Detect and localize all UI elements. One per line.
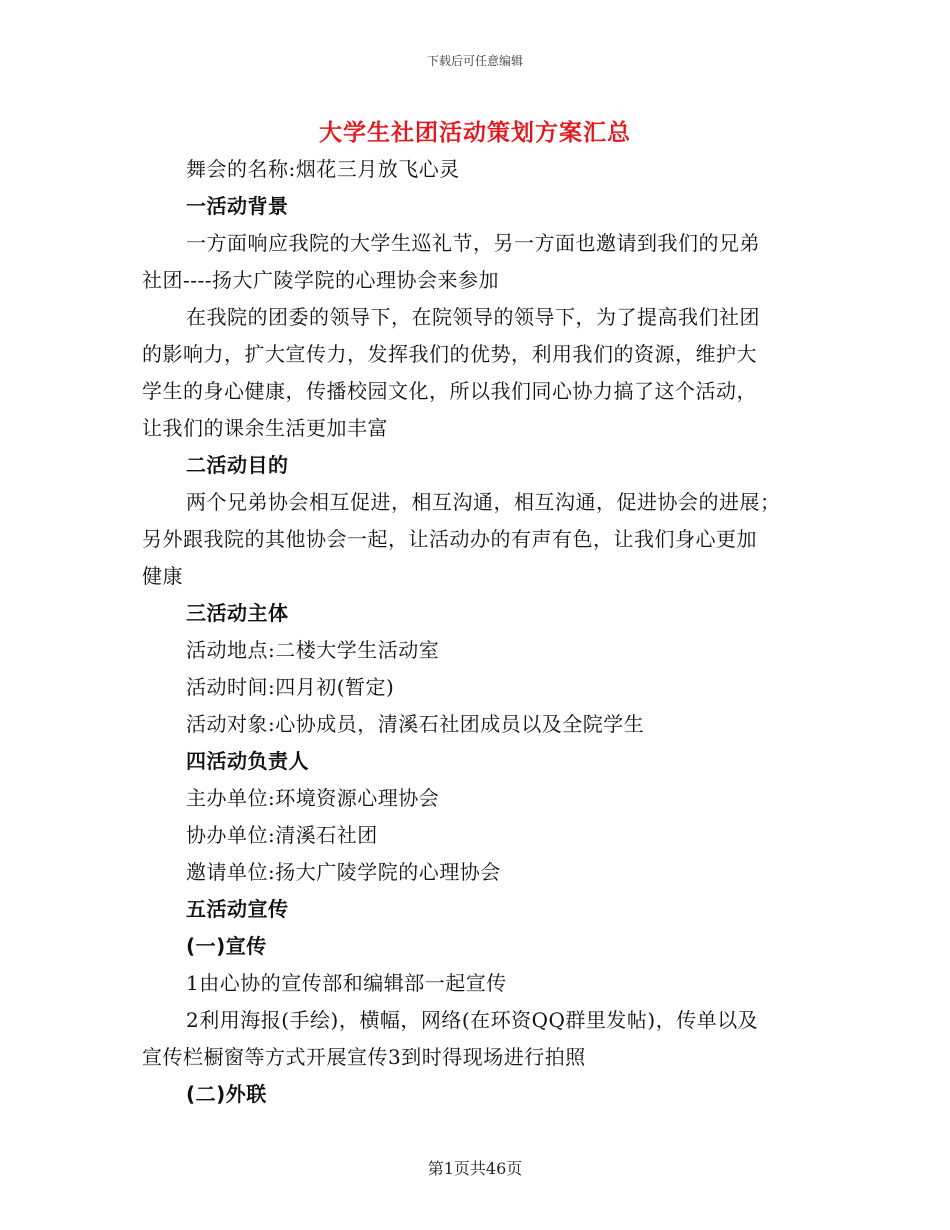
section-heading: 二活动目的 [186,453,289,477]
section-heading: 一活动背景 [186,194,289,218]
header-note: 下载后可任意编辑 [426,54,523,68]
page-footer: 第1页共46页 [427,1159,523,1178]
section-heading: 三活动主体 [186,601,289,625]
paragraph-line: 活动地点:二楼大学生活动室 [186,638,440,662]
section-heading: (二)外联 [186,1082,267,1106]
paragraph-line: 舞会的名称:烟花三月放飞心灵 [186,157,460,181]
paragraph-line: 宣传栏橱窗等方式开展宣传3到时得现场进行拍照 [142,1045,586,1069]
paragraph-line: 学生的身心健康，传播校园文化，所以我们同心协力搞了这个活动， [142,379,757,403]
document-body [142,151,810,1113]
paragraph-line: 主办单位:环境资源心理协会 [186,786,440,810]
paragraph-line: 社团----扬大广陵学院的心理协会来参加 [142,268,500,292]
paragraph-line: 在我院的团委的领导下，在院领导的领导下，为了提高我们社团 [186,305,760,329]
section-heading: (一)宣传 [186,934,267,958]
paragraph-line: 健康 [142,564,183,588]
section-heading: 四活动负责人 [186,749,309,773]
document-title: 大学生社团活动策划方案汇总 [319,120,631,146]
paragraph-line: 协办单位:清溪石社团 [186,823,378,847]
paragraph-line: 的影响力，扩大宣传力，发挥我们的优势，利用我们的资源，维护大 [142,342,757,366]
section-heading: 五活动宣传 [186,897,289,921]
paragraph-line: 2利用海报(手绘)，横幅，网络(在环资QQ群里发帖)，传单以及 [186,1008,759,1032]
paragraph-line: 邀请单位:扬大广陵学院的心理协会 [186,860,501,884]
paragraph-line: 一方面响应我院的大学生巡礼节，另一方面也邀请到我们的兄弟 [186,231,760,255]
paragraph-line: 活动时间:四月初(暂定) [186,675,395,699]
paragraph-line: 1由心协的宣传部和编辑部一起宣传 [186,971,507,995]
paragraph-line: 让我们的课余生活更加丰富 [142,416,388,440]
paragraph-line: 两个兄弟协会相互促进，相互沟通，相互沟通，促进协会的进展； [186,490,781,514]
paragraph-line: 活动对象:心协成员，清溪石社团成员以及全院学生 [186,712,645,736]
paragraph-line: 另外跟我院的其他协会一起，让活动办的有声有色，让我们身心更加 [142,527,757,551]
